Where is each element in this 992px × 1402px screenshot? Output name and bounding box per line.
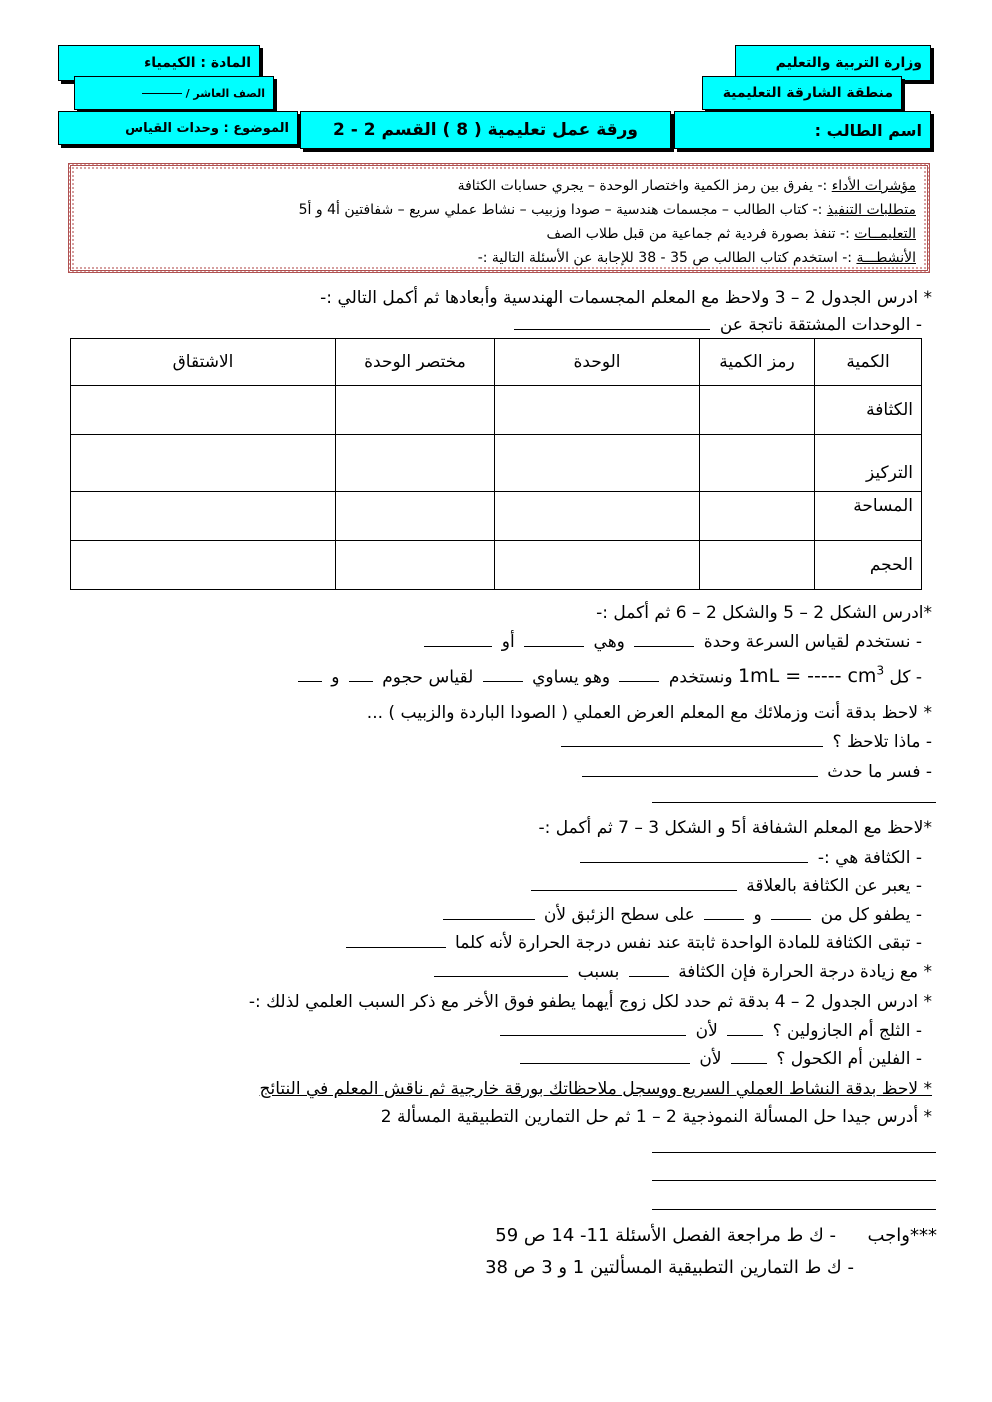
activities (478, 249, 916, 267)
worksheet-title-box (300, 111, 671, 149)
quick-activity-note: * لاحظ بدقة النشاط العملي السريع ووسجل ملاحظاتك بورقة خارجية ثم ناقش المعلم في النتائج (259, 1079, 932, 1099)
speed-alt-blank[interactable] (424, 645, 492, 647)
requirements (299, 201, 916, 219)
density-definition-label: - الكثافة هي :- (817, 848, 922, 868)
performance-indicators (458, 177, 916, 195)
units-table (70, 338, 922, 590)
observe-question (557, 732, 932, 752)
section1-intro: * ادرس الجدول 2 – 3 ولاحظ مع المعلم المجسمات الهندسية وأبعادها ثم أكمل التالي :- (320, 288, 932, 308)
performance-indicators-label: مؤشرات الأداء (831, 178, 916, 194)
volume-measure-label: لقياس حجوم (382, 667, 474, 688)
speed-and-label: وهي (593, 632, 625, 652)
volume-equals-label: وهو يساوي (532, 667, 611, 688)
observe-blank[interactable] (561, 745, 823, 747)
mercury-float-line (439, 905, 923, 925)
answer-line[interactable] (652, 1152, 936, 1153)
zone-box (702, 76, 902, 110)
speed-unit-label: - نستخدم لقياس السرعة وحدة (703, 632, 922, 652)
performance-indicators-text: :- يفرق بين رمز الكمية واختصار الوحدة – يجري حسابات الكثافة (457, 178, 832, 194)
ice-gasoline-line (496, 1021, 922, 1041)
volume-and-label: و (331, 667, 340, 688)
example-problem-intro: * أدرس جيدا حل المسألة النموذجية 2 – 1 ثم حل التمارين التطبيقية المسألة 2 (380, 1107, 932, 1127)
ml-formula-exp: 3 (876, 664, 885, 678)
ml-formula (738, 665, 884, 687)
density-constant-blank[interactable] (346, 946, 446, 948)
derived-units-label: - الوحدات المشتقة ناتجة عن (719, 315, 922, 335)
ice-gasoline-reason-blank[interactable] (500, 1034, 686, 1036)
cork-alcohol-reason-blank[interactable] (520, 1062, 690, 1064)
row-density-label: الكثافة (815, 386, 922, 435)
ministry-label: وزارة التربية والتعليم (775, 55, 922, 71)
zone-label: منطقة الشارقة التعليمية (722, 85, 893, 101)
volume-blank-1[interactable] (619, 680, 659, 682)
density-relation (527, 876, 922, 896)
homework-item-1: - ك ط مراجعة الفصل الأسئلة 11- 14 ص 59 (495, 1225, 837, 1246)
subject-label: المادة : الكيمياء (144, 55, 251, 71)
table-row (71, 435, 922, 492)
temperature-line (430, 962, 932, 982)
grade-label: الصف العاشر / (185, 86, 265, 100)
row-volume-label: الحجم (815, 541, 922, 590)
table-cell[interactable] (336, 492, 495, 541)
grade-box[interactable] (74, 76, 274, 110)
speed-or-label: أو (501, 632, 515, 652)
volume-each-label: - كل (889, 667, 922, 688)
speed-symbol-blank[interactable] (524, 645, 584, 647)
table-cell[interactable] (700, 386, 815, 435)
table-cell[interactable] (71, 541, 336, 590)
header-unit-abbrev: مختصر الوحدة (336, 339, 495, 386)
grade-blank (142, 92, 182, 94)
explain-blank[interactable] (582, 775, 818, 777)
table-cell[interactable] (495, 435, 700, 492)
table-row (71, 541, 922, 590)
header-derivation: الاشتقاق (71, 339, 336, 386)
table-cell[interactable] (336, 435, 495, 492)
table-row (71, 386, 922, 435)
volume-blank-4[interactable] (298, 680, 322, 682)
header-unit: الوحدة (495, 339, 700, 386)
worksheet-title: ورقة عمل تعليمية ( 8 ) القسم 2 - 2 (333, 120, 638, 140)
density-relation-label: - يعبر عن الكثافة بالعلاقة (746, 876, 922, 896)
table-cell[interactable] (336, 386, 495, 435)
section4-intro: *لاحظ مع المعلم الشفافة أ5 و الشكل 3 – 7 ثم أكمل :- (538, 818, 932, 838)
temperature-blank-2[interactable] (434, 975, 568, 977)
mercury-blank-2[interactable] (704, 918, 744, 920)
instructions-text: :- تنفذ بصورة فردية ثم جماعية من قبل طلاب الصف (546, 226, 855, 242)
volume-blank-3[interactable] (349, 680, 373, 682)
topic-label: الموضوع : وحدات القياس (125, 120, 289, 136)
speed-unit-blank[interactable] (634, 645, 694, 647)
student-name-box[interactable] (674, 111, 931, 149)
cork-alcohol-line (516, 1049, 922, 1069)
table-cell[interactable] (71, 492, 336, 541)
row-area-label: المساحة (815, 492, 922, 541)
table-cell[interactable] (71, 386, 336, 435)
table-cell[interactable] (495, 386, 700, 435)
table-row (71, 492, 922, 541)
ice-gasoline-label: - الثلج أم الجازولين ؟ (772, 1021, 922, 1041)
table-cell[interactable] (700, 492, 815, 541)
activities-label: الأنشطـــة (856, 250, 916, 266)
cork-alcohol-because-label: لأن (699, 1049, 722, 1069)
section2-intro: *ادرس الشكل 2 – 5 والشكل 2 – 6 ثم أكمل :- (596, 603, 932, 623)
table-cell[interactable] (71, 435, 336, 492)
table-2-4-intro: * ادرس الجدول 2 – 4 بدقة ثم حدد لكل زوج أيهما يطفو فوق الأخر مع ذكر السبب العلمي لذلك :- (248, 992, 932, 1012)
temperature-label: * مع زيادة درجة الحرارة فإن الكثافة (678, 962, 932, 982)
table-cell[interactable] (700, 435, 815, 492)
density-relation-blank[interactable] (531, 889, 737, 891)
volume-use-label: ونستخدم (668, 667, 733, 688)
observe-label: - ماذا تلاحظ ؟ (832, 732, 932, 752)
explain-question (578, 762, 932, 782)
density-constant-label: - تبقى الكثافة للمادة الواحدة ثابتة عند نفس درجة الحرارة لأنه كلما (455, 933, 922, 953)
homework-line-1 (495, 1226, 937, 1246)
indicators-inner (74, 169, 924, 267)
ice-gasoline-because-label: لأن (695, 1021, 718, 1041)
instructions-label: التعليمــات (854, 226, 916, 242)
activities-text: :- استخدم كتاب الطالب ص 35 - 38 للإجابة عن الأسئلة التالية :- (477, 250, 857, 266)
mercury-because-label: على سطح الزئبق لأن (543, 905, 695, 925)
homework-label: ***واجب (867, 1225, 937, 1246)
mercury-blank-1[interactable] (771, 918, 811, 920)
instructions (547, 225, 916, 243)
answer-line[interactable] (652, 1209, 936, 1210)
temperature-because-label: بسبب (577, 962, 620, 982)
temperature-blank-1[interactable] (629, 975, 669, 977)
density-definition (576, 848, 922, 868)
table-cell[interactable] (495, 541, 700, 590)
volume-line (294, 661, 922, 687)
volume-blank-2[interactable] (483, 680, 523, 682)
mercury-float-label: - يطفو كل من (820, 905, 922, 925)
table-cell[interactable] (700, 541, 815, 590)
density-constant-line (342, 933, 922, 953)
header-quantity-symbol: رمز الكمية (700, 339, 815, 386)
requirements-label: متطلبات التنفيذ (826, 202, 916, 218)
explain-label: - فسر ما حدث (827, 762, 932, 782)
homework-line-2: - ك ط التمارين التطبيقية المسألتين 1 و 3 ص 38 (485, 1257, 854, 1278)
ml-formula-text: 1mL = ----- cm (737, 665, 877, 688)
requirements-text: :- كتاب الطالب – مجسمات هندسية – صودا وزبيب – نشاط عملي سريع – شفافتين أ4 و أ5 (298, 202, 827, 218)
table-cell[interactable] (336, 541, 495, 590)
cork-alcohol-label: - الفلين أم الكحول ؟ (776, 1049, 922, 1069)
row-concentration-label: التركيز (815, 435, 922, 492)
density-definition-blank[interactable] (580, 861, 808, 863)
answer-line[interactable] (652, 802, 936, 803)
student-name-label: اسم الطالب : (814, 120, 922, 140)
ice-gasoline-blank[interactable] (727, 1034, 763, 1036)
answer-line[interactable] (652, 1180, 936, 1181)
table-header-row (71, 339, 922, 386)
header-quantity: الكمية (815, 339, 922, 386)
topic-box (58, 111, 298, 145)
cork-alcohol-blank[interactable] (731, 1062, 767, 1064)
indicators-frame (68, 163, 930, 273)
derived-units-line (510, 315, 922, 335)
mercury-reason-blank[interactable] (443, 918, 535, 920)
speed-unit-line (420, 632, 922, 652)
section3-intro: * لاحظ بدقة أنت وزملائك مع المعلم العرض العملي ( الصودا الباردة والزبيب ) ... (366, 703, 932, 723)
mercury-and-label: و (753, 905, 762, 925)
derived-units-blank[interactable] (514, 328, 710, 330)
table-cell[interactable] (495, 492, 700, 541)
